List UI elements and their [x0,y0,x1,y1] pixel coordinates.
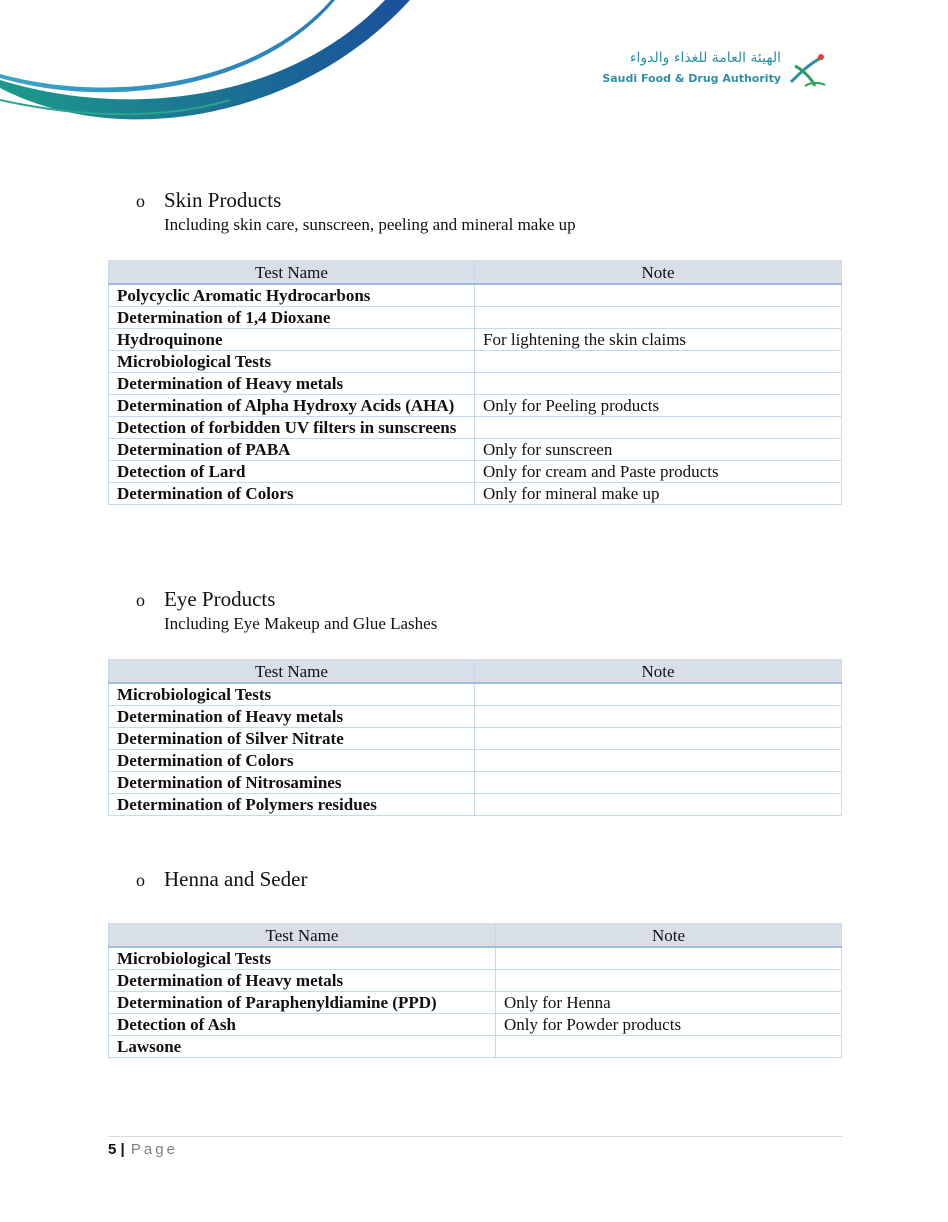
table-row [109,329,842,351]
column-header-note: Note [475,260,842,284]
table-row [109,1014,842,1036]
section-henna-and-seder [108,867,841,1058]
test-name-cell: Determination of Alpha Hydroxy Acids (AHA) [109,395,475,417]
test-name-cell: Determination of Heavy metals [109,373,475,395]
table-row [109,307,842,329]
note-cell [496,970,842,992]
table-row [109,947,842,970]
bullet-icon: o [136,191,145,211]
table-row [109,794,842,816]
test-name-cell: Determination of Heavy metals [109,970,496,992]
section-subtitle: Including skin care, sunscreen, peeling and mineral make up [164,215,576,234]
table-row [109,351,842,373]
table-row [109,728,842,750]
test-name-cell: Microbiological Tests [109,351,475,373]
test-name-cell: Determination of Nitrosamines [109,772,475,794]
section-eye-products [108,587,841,816]
note-cell [496,947,842,970]
table-row [109,439,842,461]
eye-products-table [108,659,842,816]
test-name-cell: Determination of Silver Nitrate [109,728,475,750]
column-header-test-name: Test Name [109,923,496,947]
sfda-emblem-icon [785,52,829,90]
footer-separator: | [120,1141,125,1158]
note-cell [475,307,842,329]
logo-english-text: Saudi Food & Drug Authority [602,72,781,85]
table-row [109,395,842,417]
section-title: o Henna and Seder [136,867,308,891]
note-cell [475,706,842,728]
table-header-row [109,659,842,683]
note-cell: Only for cream and Paste products [475,461,842,483]
column-header-note: Note [496,923,842,947]
skin-products-table [108,260,842,505]
note-cell [475,417,842,439]
table-row [109,750,842,772]
table-row [109,483,842,505]
table-row [109,1036,842,1058]
test-name-cell: Determination of Colors [109,750,475,772]
page-label: Page [130,1141,178,1158]
note-cell [496,1036,842,1058]
test-name-cell: Detection of Lard [109,461,475,483]
note-cell: Only for mineral make up [475,483,842,505]
footer-divider [108,1136,843,1137]
test-name-cell: Polycyclic Aromatic Hydrocarbons [109,284,475,307]
note-cell [475,284,842,307]
page-footer [108,1140,178,1160]
test-name-cell: Determination of Heavy metals [109,706,475,728]
table-row [109,706,842,728]
note-cell [475,728,842,750]
note-cell [475,373,842,395]
bullet-icon: o [136,870,145,890]
note-cell [475,351,842,373]
note-cell [475,794,842,816]
note-cell [475,683,842,706]
table-row [109,970,842,992]
test-name-cell: Microbiological Tests [109,683,475,706]
test-name-cell: Detection of Ash [109,1014,496,1036]
note-cell [475,772,842,794]
test-name-cell: Determination of Polymers residues [109,794,475,816]
column-header-note: Note [475,659,842,683]
note-cell: Only for Peeling products [475,395,842,417]
test-name-cell: Lawsone [109,1036,496,1058]
section-skin-products [108,188,841,505]
test-name-cell: Determination of Colors [109,483,475,505]
test-name-cell: Determination of 1,4 Dioxane [109,307,475,329]
test-name-cell: Detection of forbidden UV filters in sunscreens [109,417,475,439]
table-row [109,373,842,395]
note-cell [475,750,842,772]
sfda-logo [602,50,829,92]
henna-and-seder-table [108,923,842,1058]
note-cell: Only for Henna [496,992,842,1014]
section-subtitle: Including Eye Makeup and Glue Lashes [164,614,438,633]
note-cell: For lightening the skin claims [475,329,842,351]
test-name-cell: Hydroquinone [109,329,475,351]
header-swoosh-decoration [0,0,420,140]
table-row [109,683,842,706]
section-title: o Skin Products [136,188,282,212]
table-row [109,417,842,439]
column-header-test-name: Test Name [109,260,475,284]
table-header-row [109,923,842,947]
page-number: 5 [108,1141,117,1158]
table-row [109,992,842,1014]
logo-arabic-text: الهيئة العامة للغذاء والدواء [629,50,781,66]
bullet-icon: o [136,590,145,610]
table-row [109,284,842,307]
note-cell: Only for sunscreen [475,439,842,461]
table-row [109,772,842,794]
test-name-cell: Determination of PABA [109,439,475,461]
column-header-test-name: Test Name [109,659,475,683]
table-header-row [109,260,842,284]
test-name-cell: Microbiological Tests [109,947,496,970]
table-row [109,461,842,483]
section-title: o Eye Products [136,587,276,611]
test-name-cell: Determination of Paraphenyldiamine (PPD) [109,992,496,1014]
note-cell: Only for Powder products [496,1014,842,1036]
